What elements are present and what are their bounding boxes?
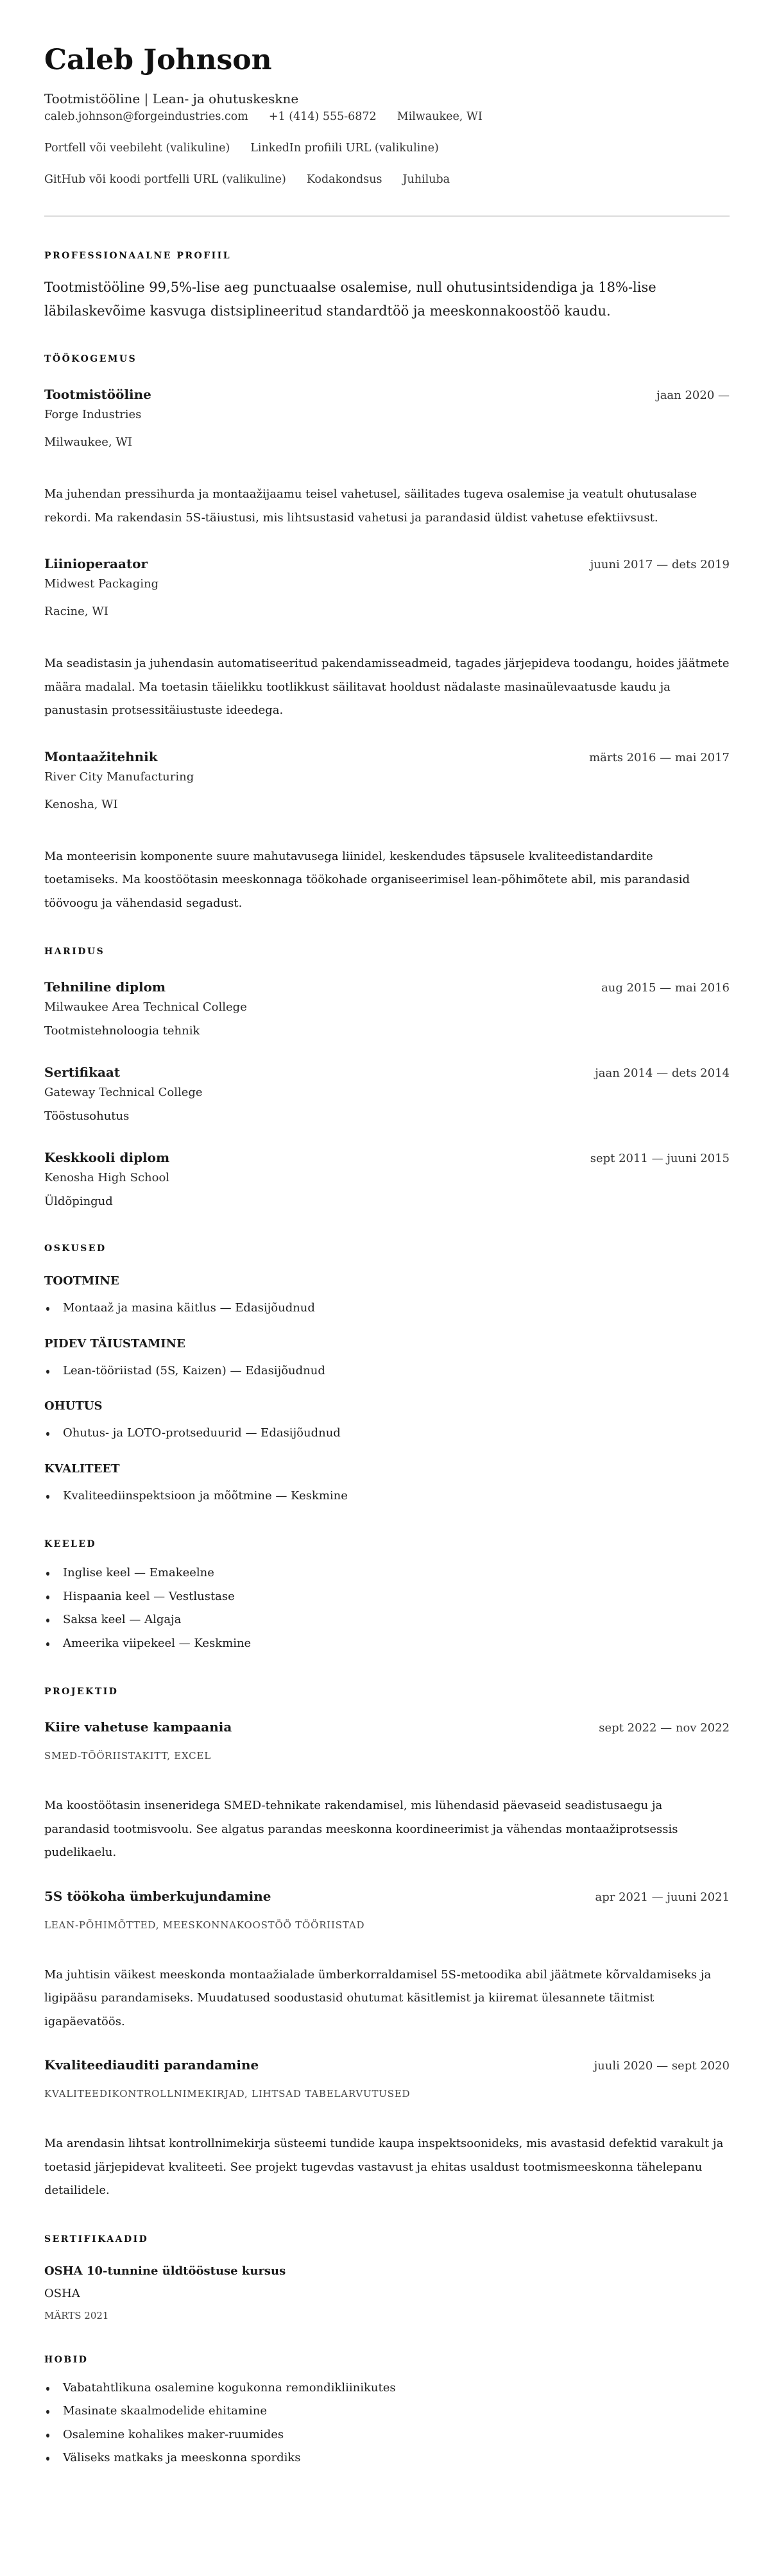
skill-group bbox=[44, 1461, 730, 1508]
project-tech: SMED-TÖÖRIISTAKITT, EXCEL bbox=[44, 1750, 211, 1762]
phone-link[interactable]: +1 (414) 555-6872 bbox=[268, 110, 377, 123]
skill-category: TOOTMINE bbox=[44, 1274, 119, 1288]
entry-header bbox=[44, 1718, 730, 1737]
school-name: Milwaukee Area Technical College bbox=[44, 1000, 247, 1014]
skill-category: PIDEV TÄIUSTAMINE bbox=[44, 1336, 185, 1351]
project-title: Kvaliteediauditi parandamine bbox=[44, 2057, 259, 2073]
drivers-license: Juhiluba bbox=[402, 173, 450, 186]
portfolio-link[interactable]: Portfell või veebileht (valikuline) bbox=[44, 142, 230, 155]
entry-header bbox=[44, 2056, 730, 2075]
entry-header bbox=[44, 555, 730, 574]
section-heading: PROFESSIONAALNE PROFIIL bbox=[44, 251, 232, 261]
field-of-study: Tööstusohutus bbox=[44, 1109, 130, 1123]
entry-header bbox=[44, 748, 730, 767]
certifications-section bbox=[44, 2233, 730, 2323]
company-name: Midwest Packaging bbox=[44, 577, 159, 591]
field-of-study: Üldõpingud bbox=[44, 1195, 113, 1208]
hobbies-section bbox=[44, 2353, 730, 2470]
language-item: Inglise keel — Emakeelne bbox=[44, 1562, 730, 1585]
skill-item: Lean-tööriistad (5S, Kaizen) — Edasijõudnud bbox=[44, 1360, 730, 1383]
skill-list bbox=[44, 1360, 730, 1383]
certification-entry bbox=[44, 2263, 730, 2323]
skill-category: OHUTUS bbox=[44, 1399, 103, 1413]
date-range: juuli 2020 — sept 2020 bbox=[594, 2059, 730, 2073]
language-item: Saksa keel — Algaja bbox=[44, 1608, 730, 1632]
skills-section bbox=[44, 1242, 730, 1508]
experience-section bbox=[44, 353, 730, 915]
hobby-item: Osalemine kohalikes maker-ruumides bbox=[44, 2423, 730, 2447]
project-title: 5S töökoha ümberkujundamine bbox=[44, 1888, 271, 1904]
profile-text: Tootmistööline 99,5%-lise aeg punctuaalse osalemise, null ohutusintsidendiga ja 18%-lise läbilaskevõime kasvuga distsiplineeritud standardtöö ja meeskonnakoostöö kaudu. bbox=[44, 280, 656, 319]
education-entry bbox=[44, 978, 730, 1041]
job-title: Liinioperaator bbox=[44, 556, 148, 571]
projects-section bbox=[44, 1685, 730, 2203]
headline: Tootmistööline | Lean- ja ohutuskeskne bbox=[44, 91, 299, 106]
job-description: Ma seadistasin ja juhendasin automatiseeritud pakendamisseadmeid, tagades järjepideva toodangu, hoides jäätmete määra madalal. Ma toetasin täielikku tootlikkust säilitavat hooldust nädalaste masinaülevaatusde kaudu ja panustasin protsessitäiustuste ideedega. bbox=[44, 657, 730, 717]
entry-header bbox=[44, 1887, 730, 1907]
contact-row bbox=[44, 139, 730, 157]
skill-item: Ohutus- ja LOTO-protseduurid — Edasijõudnud bbox=[44, 1422, 730, 1445]
header-divider bbox=[44, 215, 730, 217]
school-name: Kenosha High School bbox=[44, 1171, 170, 1184]
hobby-item: Väliseks matkaks ja meeskonna spordiks bbox=[44, 2446, 730, 2470]
entry-header bbox=[44, 1063, 730, 1082]
profile-section bbox=[44, 249, 730, 323]
language-item: Hispaania keel — Vestlustase bbox=[44, 1585, 730, 1609]
skill-item: Montaaž ja masina käitlus — Edasijõudnud bbox=[44, 1297, 730, 1320]
skill-list bbox=[44, 1422, 730, 1445]
certification-date: MÄRTS 2021 bbox=[44, 2309, 109, 2321]
project-description: Ma koostöötasin inseneridega SMED-tehnikate rakendamisel, mis lühendasid päevaseid seadistusaegu ja parandasid tootmisvoolu. See algatus parandas meeskonna koordineerimist ja vähendas montaažiprotsessis pudelikaelu. bbox=[44, 1799, 678, 1859]
location: Milwaukee, WI bbox=[397, 110, 483, 123]
section-heading: TÖÖKOGEMUS bbox=[44, 354, 137, 364]
project-tech: KVALITEEDIKONTROLLNIMEKIRJAD, LIHTSAD TABELARVUTUSED bbox=[44, 2088, 411, 2100]
date-range: apr 2021 — juuni 2021 bbox=[595, 1890, 730, 1904]
degree-title: Tehniline diplom bbox=[44, 979, 166, 995]
date-range: juuni 2017 — dets 2019 bbox=[590, 558, 730, 571]
languages-section bbox=[44, 1538, 730, 1655]
date-range: sept 2011 — juuni 2015 bbox=[590, 1152, 730, 1165]
entry-header bbox=[44, 1149, 730, 1168]
hobby-item: Vabatahtlikuna osalemine kogukonna remondikliinikutes bbox=[44, 2377, 730, 2400]
linkedin-link[interactable]: LinkedIn profiili URL (valikuline) bbox=[250, 142, 439, 155]
skill-group bbox=[44, 1336, 730, 1383]
section-heading: HARIDUS bbox=[44, 947, 105, 957]
skill-group bbox=[44, 1273, 730, 1320]
field-of-study: Tootmistehnoloogia tehnik bbox=[44, 1024, 200, 1038]
citizenship: Kodakondsus bbox=[306, 173, 382, 186]
project-description: Ma juhtisin väikest meeskonda montaažialade ümberkorraldamisel 5S-metoodika abil jäätmete kõrvaldamiseks ja ligipääsu parandamiseks. Muudatused soodustasid ohutumat käsitlemist ja kiiremat ülesannete täitmist igapäevatöös. bbox=[44, 1967, 712, 2028]
entry-header bbox=[44, 978, 730, 997]
date-range: jaan 2014 — dets 2014 bbox=[595, 1066, 730, 1080]
education-entry bbox=[44, 1149, 730, 1212]
skill-group bbox=[44, 1398, 730, 1445]
date-range: märts 2016 — mai 2017 bbox=[589, 750, 730, 764]
skill-item: Kvaliteediinspektsioon ja mõõtmine — Keskmine bbox=[44, 1485, 730, 1508]
candidate-name: Caleb Johnson bbox=[44, 44, 272, 76]
project-entry bbox=[44, 1718, 730, 1865]
project-entry bbox=[44, 2056, 730, 2203]
section-heading: OSKUSED bbox=[44, 1243, 107, 1254]
skill-list bbox=[44, 1297, 730, 1320]
education-entry bbox=[44, 1063, 730, 1127]
job-location: Kenosha, WI bbox=[44, 797, 118, 811]
experience-entry bbox=[44, 385, 730, 530]
section-heading: SERTIFIKAADID bbox=[44, 2234, 149, 2244]
job-location: Racine, WI bbox=[44, 605, 108, 618]
degree-title: Sertifikaat bbox=[44, 1065, 121, 1080]
experience-entry bbox=[44, 555, 730, 723]
date-range: jaan 2020 — bbox=[656, 389, 730, 402]
experience-entry bbox=[44, 748, 730, 916]
project-description: Ma arendasin lihtsat kontrollnimekirja süsteemi tundide kaupa inspektsoonideks, mis avastasid defektid varakult ja toetasid järjepidevat kvaliteeti. See projekt tugevdas vastavust ja ehitas usaldust tootmismeeskonna tähelepanu detailidele. bbox=[44, 2137, 724, 2197]
date-range: sept 2022 — nov 2022 bbox=[599, 1721, 730, 1735]
job-title: Montaažitehnik bbox=[44, 748, 158, 764]
job-location: Milwaukee, WI bbox=[44, 435, 132, 449]
skill-list bbox=[44, 1485, 730, 1508]
project-entry bbox=[44, 1887, 730, 2034]
company-name: Forge Industries bbox=[44, 408, 142, 421]
email-link[interactable]: caleb.johnson@forgeindustries.com bbox=[44, 110, 248, 123]
education-section bbox=[44, 945, 730, 1212]
certification-issuer: OSHA bbox=[44, 2286, 80, 2300]
contact-row bbox=[44, 171, 730, 189]
language-item: Ameerika viipekeel — Keskmine bbox=[44, 1632, 730, 1656]
certification-title: OSHA 10-tunnine üldtööstuse kursus bbox=[44, 2264, 286, 2278]
section-heading: PROJEKTID bbox=[44, 1687, 119, 1697]
date-range: aug 2015 — mai 2016 bbox=[601, 981, 730, 995]
company-name: River City Manufacturing bbox=[44, 770, 194, 784]
school-name: Gateway Technical College bbox=[44, 1086, 203, 1099]
section-heading: KEELED bbox=[44, 1539, 97, 1549]
entry-header bbox=[44, 385, 730, 405]
section-heading: HOBID bbox=[44, 2354, 89, 2365]
github-link[interactable]: GitHub või koodi portfelli URL (valikuline) bbox=[44, 173, 286, 186]
job-title: Tootmistööline bbox=[44, 387, 151, 402]
job-description: Ma monteerisin komponente suure mahutavusega liinidel, keskendudes täpsusele kvaliteedistandardite toetamiseks. Ma koostöötasin meeskonnaga töökohade organiseerimisel lean-põhimõtete abil, mis parandasid töövoogu ja vähendasid segadust. bbox=[44, 849, 690, 910]
project-title: Kiire vahetuse kampaania bbox=[44, 1719, 232, 1735]
skill-category: KVALITEET bbox=[44, 1461, 120, 1476]
project-tech: LEAN-PÕHIMÕTTED, MEESKONNAKOOSTÖÖ TÖÖRIISTAD bbox=[44, 1919, 365, 1931]
contact-row bbox=[44, 108, 730, 126]
degree-title: Keskkooli diplom bbox=[44, 1150, 170, 1165]
resume-header bbox=[44, 44, 730, 189]
hobby-item: Masinate skaalmodelide ehitamine bbox=[44, 2400, 730, 2423]
job-description: Ma juhendan pressihurda ja montaažijaamu teisel vahetusel, säilitades tugeva osalemise ja veatult ohutusalase rekordi. Ma rakendasin 5S-täiustusi, mis lihtsustasid vahetusi ja parandasid üldist vahetuse efektiivsust. bbox=[44, 487, 697, 525]
